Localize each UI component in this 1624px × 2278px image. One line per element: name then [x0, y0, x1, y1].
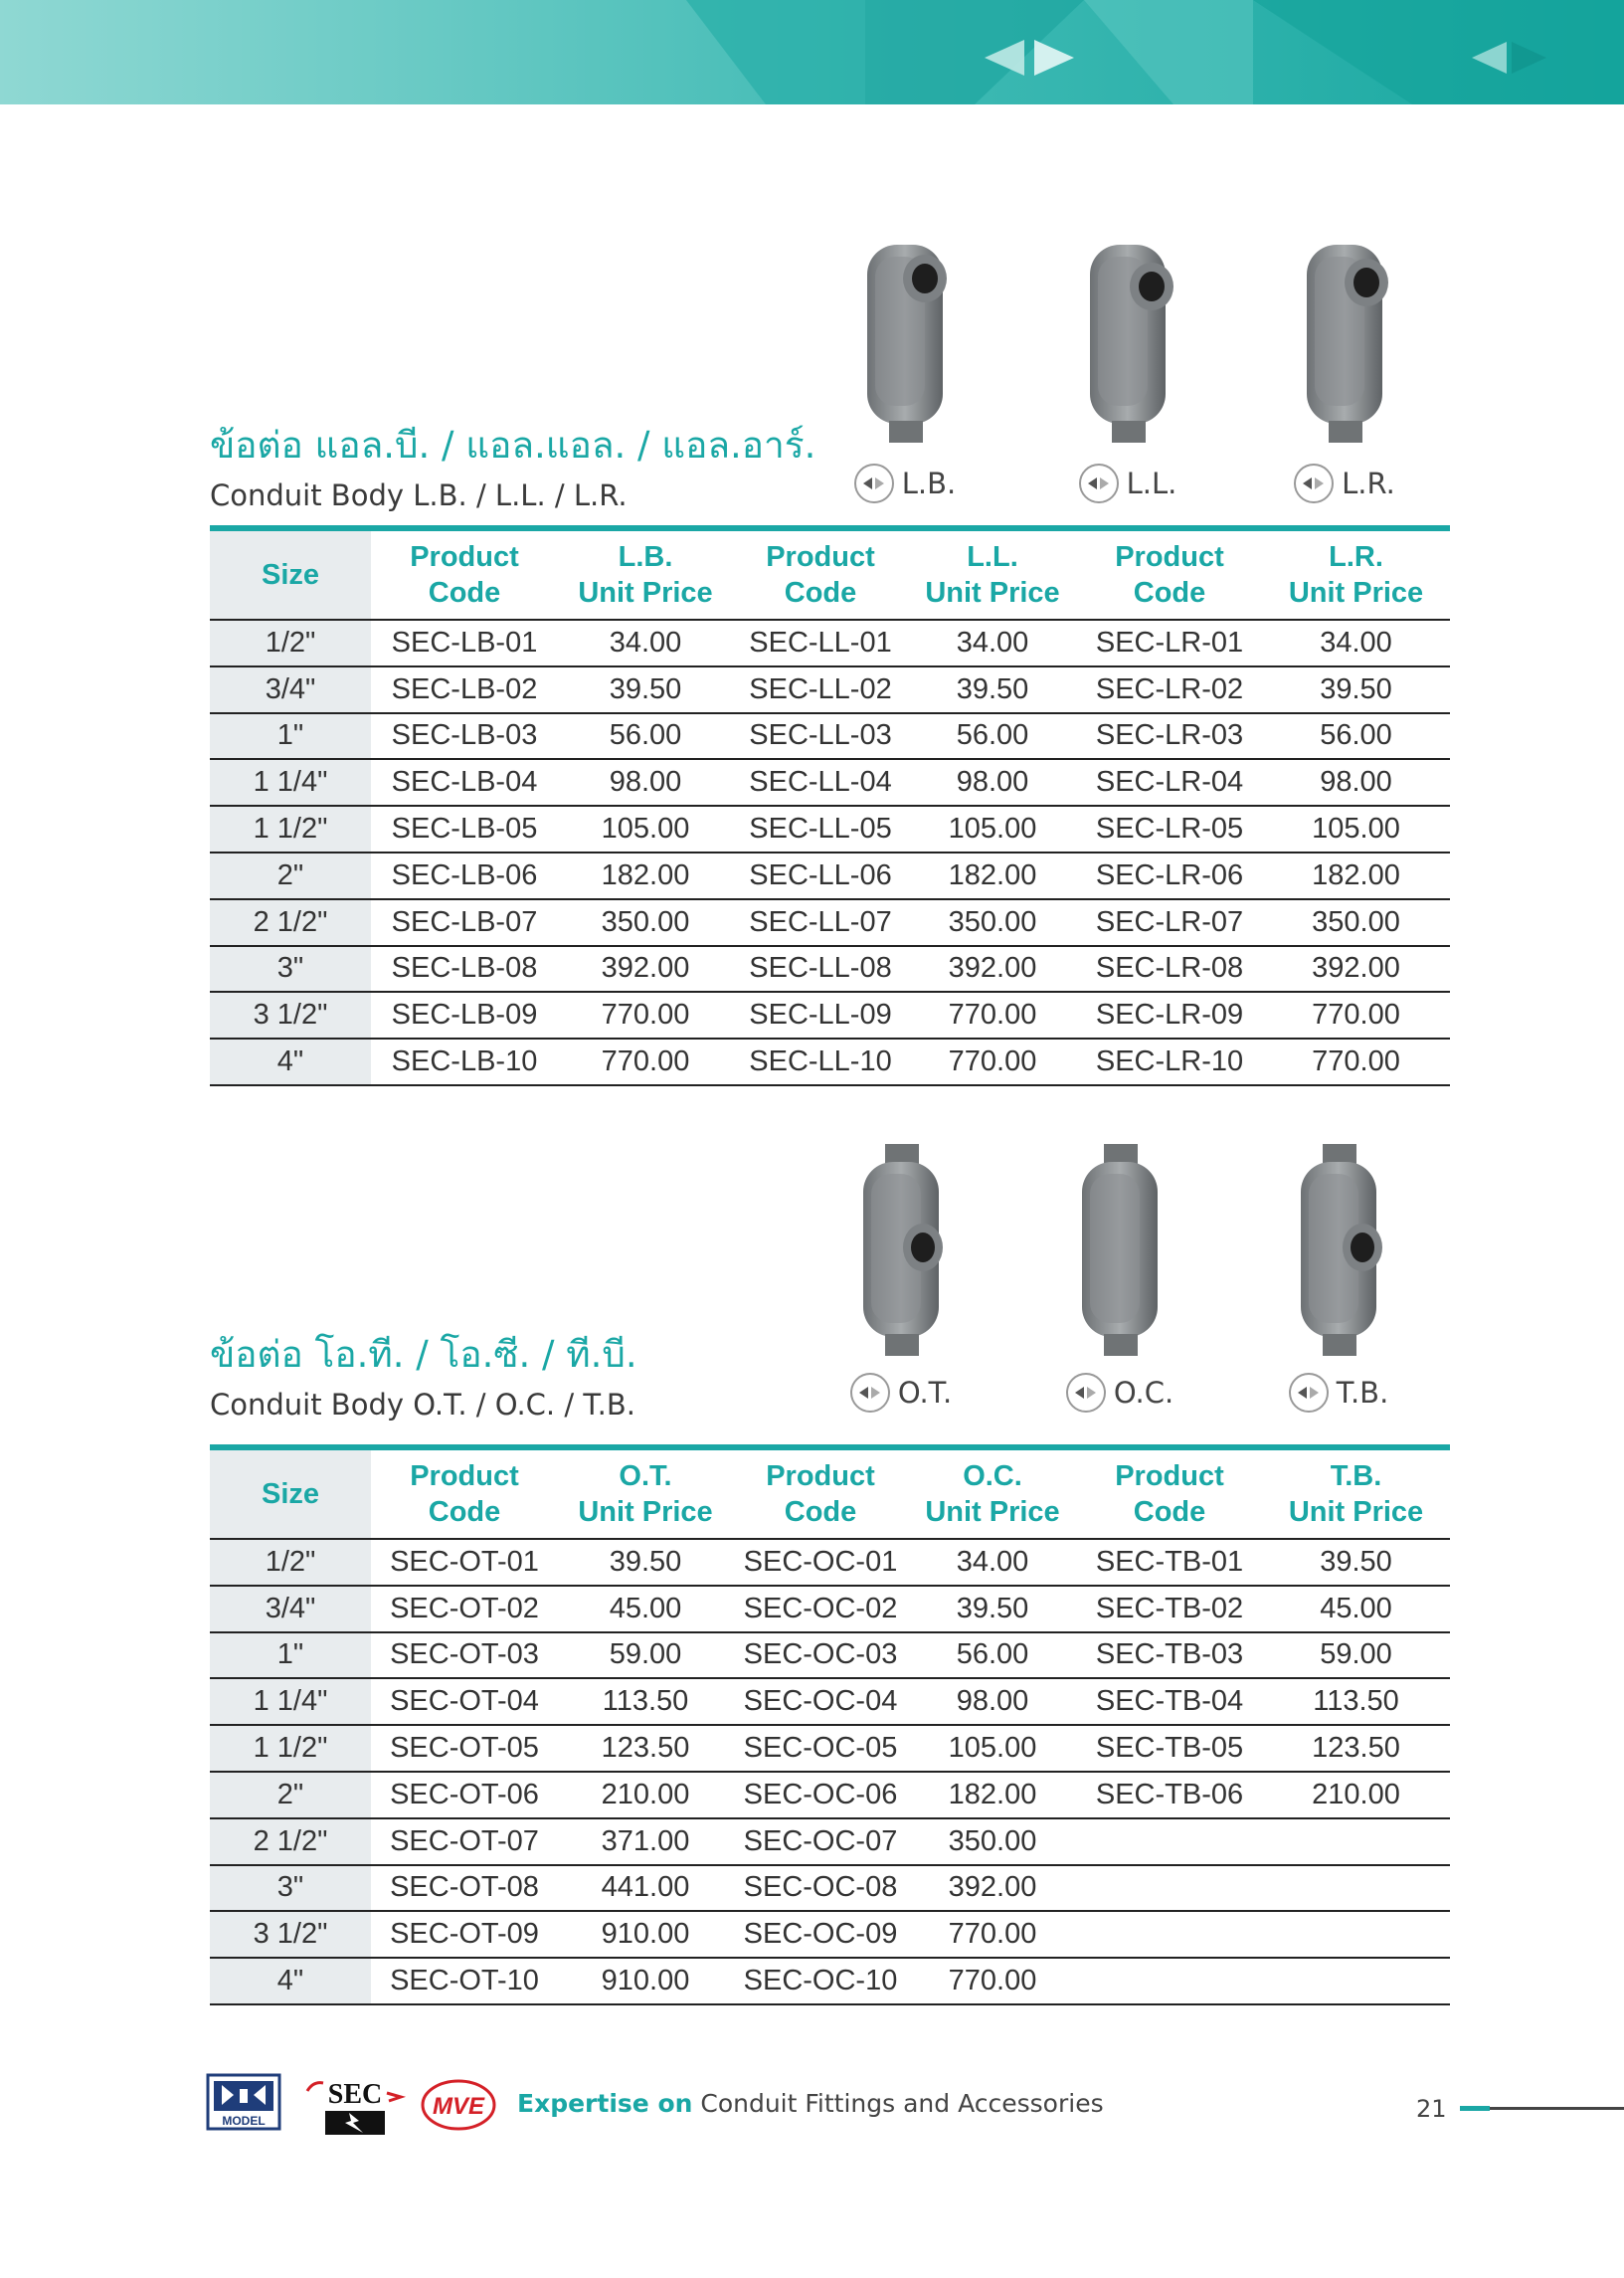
- arrow-badge-icon: [1066, 1373, 1106, 1413]
- size-cell: 4": [210, 1958, 371, 2004]
- section-lb-heading: [210, 416, 815, 512]
- size-cell: 3 1/2": [210, 992, 371, 1039]
- unit-price-cell: 39.50: [908, 666, 1077, 713]
- unit-price-cell: 59.00: [558, 1632, 733, 1679]
- column-header-size: [210, 528, 371, 620]
- unit-price-cell: [1262, 1911, 1450, 1958]
- table-row: [210, 1958, 1450, 2004]
- product-code-cell: SEC-LR-05: [1077, 806, 1262, 853]
- unit-price-cell: 392.00: [908, 946, 1077, 993]
- unit-price-cell: 45.00: [558, 1586, 733, 1632]
- unit-price-cell: 910.00: [558, 1958, 733, 2004]
- table-row: [210, 620, 1450, 666]
- table-row: [210, 1725, 1450, 1772]
- unit-price-cell: 182.00: [908, 853, 1077, 899]
- unit-price-cell: 210.00: [558, 1772, 733, 1818]
- unit-price-cell: 392.00: [558, 946, 733, 993]
- unit-price-cell: 39.50: [558, 1539, 733, 1586]
- sec-logo: [307, 2079, 401, 2135]
- product-code-cell: SEC-OC-04: [733, 1678, 908, 1725]
- product-code-cell: SEC-OT-08: [371, 1865, 558, 1912]
- product-label: O.T.: [897, 1376, 953, 1410]
- size-cell: 1": [210, 713, 371, 760]
- unit-price-cell: 34.00: [558, 620, 733, 666]
- product-code-cell: SEC-OT-03: [371, 1632, 558, 1679]
- product-code-cell: [1077, 1911, 1262, 1958]
- product-code-cell: SEC-TB-04: [1077, 1678, 1262, 1725]
- unit-price-cell: 392.00: [1262, 946, 1450, 993]
- header-line-2: Unit Price: [1288, 1496, 1424, 1528]
- product-code-cell: SEC-LB-10: [371, 1039, 558, 1085]
- price-table-lb-ll-lr: [210, 525, 1450, 1086]
- size-cell: 1/2": [210, 1539, 371, 1586]
- product-code-cell: SEC-OT-04: [371, 1678, 558, 1725]
- section-ot-heading: [210, 1325, 637, 1422]
- unit-price-cell: 210.00: [1262, 1772, 1450, 1818]
- product-lb: [806, 227, 1004, 500]
- unit-price-cell: 113.50: [558, 1678, 733, 1725]
- unit-price-cell: 56.00: [908, 1632, 1077, 1679]
- unit-price-cell: 441.00: [558, 1865, 733, 1912]
- unit-price-cell: 182.00: [908, 1772, 1077, 1818]
- product-code-cell: SEC-OT-09: [371, 1911, 558, 1958]
- table-row: [210, 759, 1450, 806]
- header-line-1: Product: [410, 1460, 519, 1492]
- unit-price-cell: 98.00: [908, 1678, 1077, 1725]
- page-number: 21: [1416, 2095, 1447, 2123]
- unit-price-cell: 770.00: [558, 1039, 733, 1085]
- header-line-1: L.B.: [618, 541, 673, 573]
- section-title-english: Conduit Body L.B. / L.L. / L.R.: [210, 478, 628, 512]
- column-header: [371, 1447, 558, 1539]
- table-header-row: [210, 528, 1450, 620]
- unit-price-cell: 56.00: [908, 713, 1077, 760]
- arrow-badge-icon: [854, 464, 894, 503]
- product-code-cell: SEC-OC-01: [733, 1539, 908, 1586]
- header-line-1: Size: [261, 559, 320, 591]
- header-line-2: Code: [784, 1496, 857, 1528]
- arrow-badge-icon: [850, 1373, 890, 1413]
- product-code-cell: SEC-OT-07: [371, 1818, 558, 1865]
- size-cell: 1 1/4": [210, 1678, 371, 1725]
- product-code-cell: SEC-OC-03: [733, 1632, 908, 1679]
- unit-price-cell: 770.00: [908, 992, 1077, 1039]
- header-line-2: Unit Price: [578, 1496, 713, 1528]
- table-row: [210, 1772, 1450, 1818]
- unit-price-cell: 770.00: [1262, 992, 1450, 1039]
- conduit-body-image: [1060, 1140, 1179, 1359]
- product-code-cell: SEC-LB-04: [371, 759, 558, 806]
- product-code-cell: SEC-OC-05: [733, 1725, 908, 1772]
- column-header: [1262, 528, 1450, 620]
- unit-price-cell: 39.50: [908, 1586, 1077, 1632]
- product-code-cell: SEC-LL-07: [733, 899, 908, 946]
- conduit-body-image: [1285, 227, 1404, 446]
- product-code-cell: SEC-LR-04: [1077, 759, 1262, 806]
- header-line-1: Product: [1115, 1460, 1224, 1492]
- product-code-cell: SEC-LB-03: [371, 713, 558, 760]
- unit-price-cell: 39.50: [1262, 1539, 1450, 1586]
- unit-price-cell: 34.00: [1262, 620, 1450, 666]
- product-label: L.B.: [901, 467, 957, 500]
- product-code-cell: SEC-LR-08: [1077, 946, 1262, 993]
- arrow-badge-icon: [1079, 464, 1119, 503]
- banner-graphic: [0, 0, 1624, 104]
- header-line-1: L.R.: [1329, 541, 1383, 573]
- product-ot: [802, 1140, 1000, 1410]
- product-code-cell: SEC-OT-10: [371, 1958, 558, 2004]
- unit-price-cell: [1262, 1958, 1450, 2004]
- table-row: [210, 666, 1450, 713]
- table-row: [210, 1039, 1450, 1085]
- product-code-cell: [1077, 1958, 1262, 2004]
- header-line-1: L.L.: [967, 541, 1018, 573]
- brand-name: MODEL: [222, 2114, 266, 2128]
- product-ll: [1028, 227, 1227, 500]
- product-code-cell: SEC-LB-06: [371, 853, 558, 899]
- product-label: L.R.: [1342, 467, 1395, 500]
- unit-price-cell: 392.00: [908, 1865, 1077, 1912]
- size-cell: 1": [210, 1632, 371, 1679]
- unit-price-cell: 113.50: [1262, 1678, 1450, 1725]
- product-code-cell: SEC-OC-06: [733, 1772, 908, 1818]
- price-table-ot-oc-tb: [210, 1444, 1450, 2005]
- unit-price-cell: 770.00: [908, 1911, 1077, 1958]
- arrow-badge-icon: [1294, 464, 1334, 503]
- column-header: [733, 528, 908, 620]
- unit-price-cell: [1262, 1865, 1450, 1912]
- size-cell: 2 1/2": [210, 1818, 371, 1865]
- product-code-cell: SEC-TB-02: [1077, 1586, 1262, 1632]
- table-row: [210, 946, 1450, 993]
- product-code-cell: SEC-LB-05: [371, 806, 558, 853]
- unit-price-cell: 182.00: [558, 853, 733, 899]
- product-label: T.B.: [1336, 1376, 1389, 1410]
- product-code-cell: SEC-OT-02: [371, 1586, 558, 1632]
- product-code-cell: [1077, 1865, 1262, 1912]
- header-line-2: Unit Price: [1288, 577, 1424, 609]
- unit-price-cell: 34.00: [908, 620, 1077, 666]
- table-header-row: [210, 1447, 1450, 1539]
- column-header-size: [210, 1447, 371, 1539]
- header-line-2: Code: [428, 577, 501, 609]
- header-line-2: Code: [1133, 1496, 1206, 1528]
- product-code-cell: SEC-LR-03: [1077, 713, 1262, 760]
- product-code-cell: SEC-OC-02: [733, 1586, 908, 1632]
- size-cell: 2": [210, 1772, 371, 1818]
- product-code-cell: SEC-LR-09: [1077, 992, 1262, 1039]
- product-code-cell: SEC-LB-09: [371, 992, 558, 1039]
- size-cell: 4": [210, 1039, 371, 1085]
- product-code-cell: SEC-LL-01: [733, 620, 908, 666]
- product-code-cell: SEC-LL-03: [733, 713, 908, 760]
- column-header: [733, 1447, 908, 1539]
- unit-price-cell: 59.00: [1262, 1632, 1450, 1679]
- header-line-2: Code: [1133, 577, 1206, 609]
- unit-price-cell: 105.00: [558, 806, 733, 853]
- unit-price-cell: 182.00: [1262, 853, 1450, 899]
- column-header: [1077, 1447, 1262, 1539]
- section-title-thai: ข้อต่อ โอ.ที. / โอ.ซี. / ที.บี.: [210, 1333, 637, 1376]
- conduit-body-image: [1279, 1140, 1398, 1359]
- conduit-body-image: [1068, 227, 1187, 446]
- table-row: [210, 713, 1450, 760]
- unit-price-cell: 770.00: [908, 1039, 1077, 1085]
- product-code-cell: SEC-OC-09: [733, 1911, 908, 1958]
- product-code-cell: SEC-LR-02: [1077, 666, 1262, 713]
- table-row: [210, 899, 1450, 946]
- product-code-cell: SEC-LL-10: [733, 1039, 908, 1085]
- unit-price-cell: 56.00: [558, 713, 733, 760]
- size-cell: 1 1/2": [210, 806, 371, 853]
- table-row: [210, 853, 1450, 899]
- product-code-cell: SEC-OC-10: [733, 1958, 908, 2004]
- unit-price-cell: [1262, 1818, 1450, 1865]
- unit-price-cell: 98.00: [908, 759, 1077, 806]
- product-code-cell: SEC-OT-06: [371, 1772, 558, 1818]
- conduit-body-image: [845, 227, 965, 446]
- size-cell: 2 1/2": [210, 899, 371, 946]
- column-header: [558, 1447, 733, 1539]
- product-code-cell: SEC-TB-03: [1077, 1632, 1262, 1679]
- unit-price-cell: 371.00: [558, 1818, 733, 1865]
- table-row: [210, 1586, 1450, 1632]
- product-label: L.L.: [1126, 467, 1177, 500]
- footer-tagline: [517, 2089, 1104, 2118]
- size-cell: 2": [210, 853, 371, 899]
- unit-price-cell: 770.00: [908, 1958, 1077, 2004]
- product-code-cell: SEC-LL-09: [733, 992, 908, 1039]
- size-cell: 3": [210, 1865, 371, 1912]
- unit-price-cell: 39.50: [558, 666, 733, 713]
- product-code-cell: SEC-LB-08: [371, 946, 558, 993]
- product-label: O.C.: [1113, 1376, 1174, 1410]
- product-code-cell: SEC-TB-05: [1077, 1725, 1262, 1772]
- column-header: [908, 1447, 1077, 1539]
- table-row: [210, 1678, 1450, 1725]
- tagline-accent: Expertise on: [517, 2089, 693, 2118]
- header-line-2: Code: [784, 577, 857, 609]
- product-code-cell: [1077, 1818, 1262, 1865]
- product-code-cell: SEC-LR-06: [1077, 853, 1262, 899]
- header-line-2: Code: [428, 1496, 501, 1528]
- header-line-1: Size: [261, 1478, 320, 1510]
- product-code-cell: SEC-LB-07: [371, 899, 558, 946]
- product-code-cell: SEC-LR-07: [1077, 899, 1262, 946]
- table-row: [210, 806, 1450, 853]
- unit-price-cell: 98.00: [558, 759, 733, 806]
- header-line-2: Unit Price: [925, 577, 1060, 609]
- unit-price-cell: 350.00: [908, 899, 1077, 946]
- product-code-cell: SEC-TB-06: [1077, 1772, 1262, 1818]
- column-header: [1077, 528, 1262, 620]
- header-line-1: O.T.: [619, 1460, 672, 1492]
- section-title-thai: ข้อต่อ แอล.บี. / แอล.แอล. / แอล.อาร์.: [210, 424, 816, 467]
- product-tb: [1239, 1140, 1438, 1410]
- product-code-cell: SEC-LL-06: [733, 853, 908, 899]
- conduit-body-image: [841, 1140, 961, 1359]
- product-code-cell: SEC-LR-10: [1077, 1039, 1262, 1085]
- product-code-cell: SEC-LB-01: [371, 620, 558, 666]
- unit-price-cell: 910.00: [558, 1911, 733, 1958]
- header-line-1: Product: [766, 541, 875, 573]
- unit-price-cell: 350.00: [908, 1818, 1077, 1865]
- unit-price-cell: 123.50: [1262, 1725, 1450, 1772]
- product-code-cell: SEC-TB-01: [1077, 1539, 1262, 1586]
- product-code-cell: SEC-LL-08: [733, 946, 908, 993]
- product-code-cell: SEC-LL-05: [733, 806, 908, 853]
- size-cell: 3": [210, 946, 371, 993]
- tagline-rest: Conduit Fittings and Accessories: [692, 2089, 1104, 2118]
- table-row: [210, 1539, 1450, 1586]
- header-line-1: T.B.: [1330, 1460, 1382, 1492]
- size-cell: 1 1/2": [210, 1725, 371, 1772]
- model-logo: [208, 2075, 279, 2129]
- size-cell: 3/4": [210, 666, 371, 713]
- product-code-cell: SEC-OC-08: [733, 1865, 908, 1912]
- product-code-cell: SEC-LL-04: [733, 759, 908, 806]
- product-code-cell: SEC-OC-07: [733, 1818, 908, 1865]
- unit-price-cell: 770.00: [1262, 1039, 1450, 1085]
- product-code-cell: SEC-LB-02: [371, 666, 558, 713]
- unit-price-cell: 39.50: [1262, 666, 1450, 713]
- brand-name: MVE: [432, 2093, 485, 2120]
- table-row: [210, 1818, 1450, 1865]
- header-line-1: Product: [410, 541, 519, 573]
- column-header: [908, 528, 1077, 620]
- header-line-2: Unit Price: [578, 577, 713, 609]
- size-cell: 1 1/4": [210, 759, 371, 806]
- unit-price-cell: 105.00: [908, 806, 1077, 853]
- unit-price-cell: 98.00: [1262, 759, 1450, 806]
- section-title-english: Conduit Body O.T. / O.C. / T.B.: [210, 1388, 635, 1422]
- header-line-2: Unit Price: [925, 1496, 1060, 1528]
- product-code-cell: SEC-LL-02: [733, 666, 908, 713]
- size-cell: 3 1/2": [210, 1911, 371, 1958]
- product-code-cell: SEC-OT-05: [371, 1725, 558, 1772]
- column-header: [558, 528, 733, 620]
- unit-price-cell: 45.00: [1262, 1586, 1450, 1632]
- header-line-1: Product: [766, 1460, 875, 1492]
- unit-price-cell: 34.00: [908, 1539, 1077, 1586]
- header-line-1: Product: [1115, 541, 1224, 573]
- table-row: [210, 992, 1450, 1039]
- arrow-badge-icon: [1289, 1373, 1329, 1413]
- unit-price-cell: 105.00: [1262, 806, 1450, 853]
- table-row: [210, 1865, 1450, 1912]
- column-header: [371, 528, 558, 620]
- unit-price-cell: 770.00: [558, 992, 733, 1039]
- table-row: [210, 1632, 1450, 1679]
- brand-name: SEC: [327, 2079, 383, 2110]
- size-cell: 3/4": [210, 1586, 371, 1632]
- product-code-cell: SEC-OT-01: [371, 1539, 558, 1586]
- unit-price-cell: 123.50: [558, 1725, 733, 1772]
- page-number-rule: [1460, 2107, 1624, 2110]
- header-line-1: O.C.: [963, 1460, 1022, 1492]
- product-code-cell: SEC-LR-01: [1077, 620, 1262, 666]
- unit-price-cell: 105.00: [908, 1725, 1077, 1772]
- product-lr: [1245, 227, 1444, 500]
- header-banner: [0, 0, 1624, 104]
- size-cell: 1/2": [210, 620, 371, 666]
- unit-price-cell: 350.00: [1262, 899, 1450, 946]
- product-oc: [1020, 1140, 1219, 1410]
- column-header: [1262, 1447, 1450, 1539]
- unit-price-cell: 56.00: [1262, 713, 1450, 760]
- mve-logo: [423, 2081, 494, 2129]
- table-row: [210, 1911, 1450, 1958]
- unit-price-cell: 350.00: [558, 899, 733, 946]
